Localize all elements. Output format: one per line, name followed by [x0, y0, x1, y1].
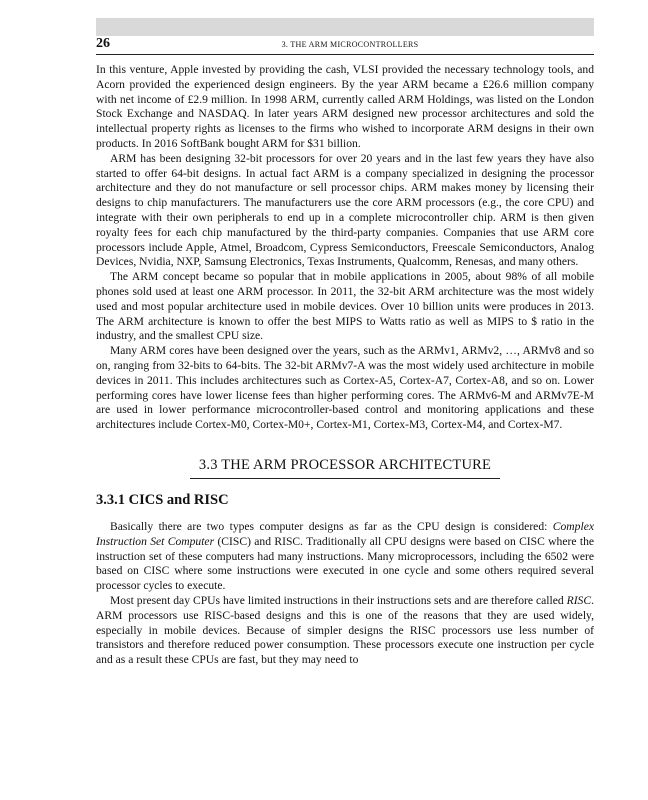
term-risc: RISC [566, 593, 592, 607]
header-bar [96, 18, 594, 36]
paragraph-risc [96, 594, 594, 668]
text-run: (CISC) and RISC. Traditionally all CPU designs were based on CISC where the instruction set of these computers had many instructions. Many microprocessors, including the 6502 were based on CISC where some instructions were executed in one cycle and some others required several processor cycles to execute. [96, 534, 595, 593]
page-body [96, 63, 594, 668]
section-title: 3.3 THE ARM PROCESSOR ARCHITECTURE [190, 457, 500, 479]
paragraph-cisc [96, 520, 594, 594]
paragraph-arm-popularity: The ARM concept became so popular that in mobile applications in 2005, about 98% of all mobile phones sold used at least one ARM processor. In 2011, the 32-bit ARM architecture was the most widely used and most popular architecture used in mobile devices. Over 10 billion units were produces in 2013. The ARM architecture is known to offer the best MIPS to Watts ratio as well as MIPS to $ ratio in the industry, and the smallest CPU size. [96, 270, 594, 343]
subsection-title: 3.3.1 CICS and RISC [96, 491, 229, 508]
section-heading [96, 456, 594, 479]
running-head: 3. THE ARM MICROCONTROLLERS [281, 40, 419, 49]
paragraph-arm-cores: Many ARM cores have been designed over the years, such as the ARMv1, ARMv2, …, ARMv8 and so on, ranging from 32-bits to 64-bits. The 32-bit ARMv7-A was the most widely used architecture in mobile devices in 2011. This includes architectures such as Cortex-A5, Cortex-A7, Cortex-A8, and so on. Lower performing cores have lower license fees than higher performing cores. The ARMv6-M and ARMv7E-M are used in lower performance microcontroller-based control and monitoring applications and these architectures include Cortex-M0, Cortex-M0+, Cortex-M1, Cortex-M3, Cortex-M4, and Cortex-M7. [96, 344, 594, 432]
page-number: 26 [96, 36, 110, 51]
term-cisc: Complex Instruction Set Computer [96, 519, 594, 548]
text-run: . ARM processors use RISC-based designs and this is one of the reasons that they are used widely, especially in mobile devices. Because of simpler designs the RISC processors use less number of transistors and therefore reduced power consumption. These processors execute one instruction per cycle and as a result these CPUs are fast, but they may need to [96, 593, 594, 667]
text-run: Basically there are two types computer designs as far as the CPU design is considered: [110, 519, 553, 533]
text-run: Most present day CPUs have limited instructions in their instructions sets and are therefore called [110, 593, 567, 607]
paragraph-arm-designs: ARM has been designing 32-bit processors for over 20 years and in the last few years they have also started to offer 64-bit designs. In actual fact ARM is a company specialized in designing the processor architecture and they do not manufacture or sell processor chips. ARM makes money by licensing their designs to chip manufacturers. The manufacturers use the core ARM processors (e.g., the core CPU) and integrate with their own peripherals to end up in a complete microcontroller chip. ARM is then given royalty fees for each chip manufactured by the third-party companies. Companies that use ARM core processors include Apple, Atmel, Broadcom, Cypress Semiconductors, Freescale Semiconductors, Analog Devices, Nvidia, NXP, Samsung Electronics, Texas Instruments, Qualcomm, Renesas, and many others. [96, 151, 594, 269]
paragraph-arm-history: In this venture, Apple invested by providing the cash, VLSI provided the necessary technology tools, and Acorn provided the experienced design engineers. By the year ARM became a £26.6 million company with net income of £2.9 million. In 1998 ARM, currently called ARM Holdings, was listed on the London Stock Exchange and NASDAQ. In later years ARM designed new processor architectures and sold the intellectual property rights as licenses to the firms who wished to incorporate ARM designs in their own products. In 2016 SoftBank bought ARM for $31 billion. [96, 63, 594, 150]
header-rule [96, 54, 594, 55]
